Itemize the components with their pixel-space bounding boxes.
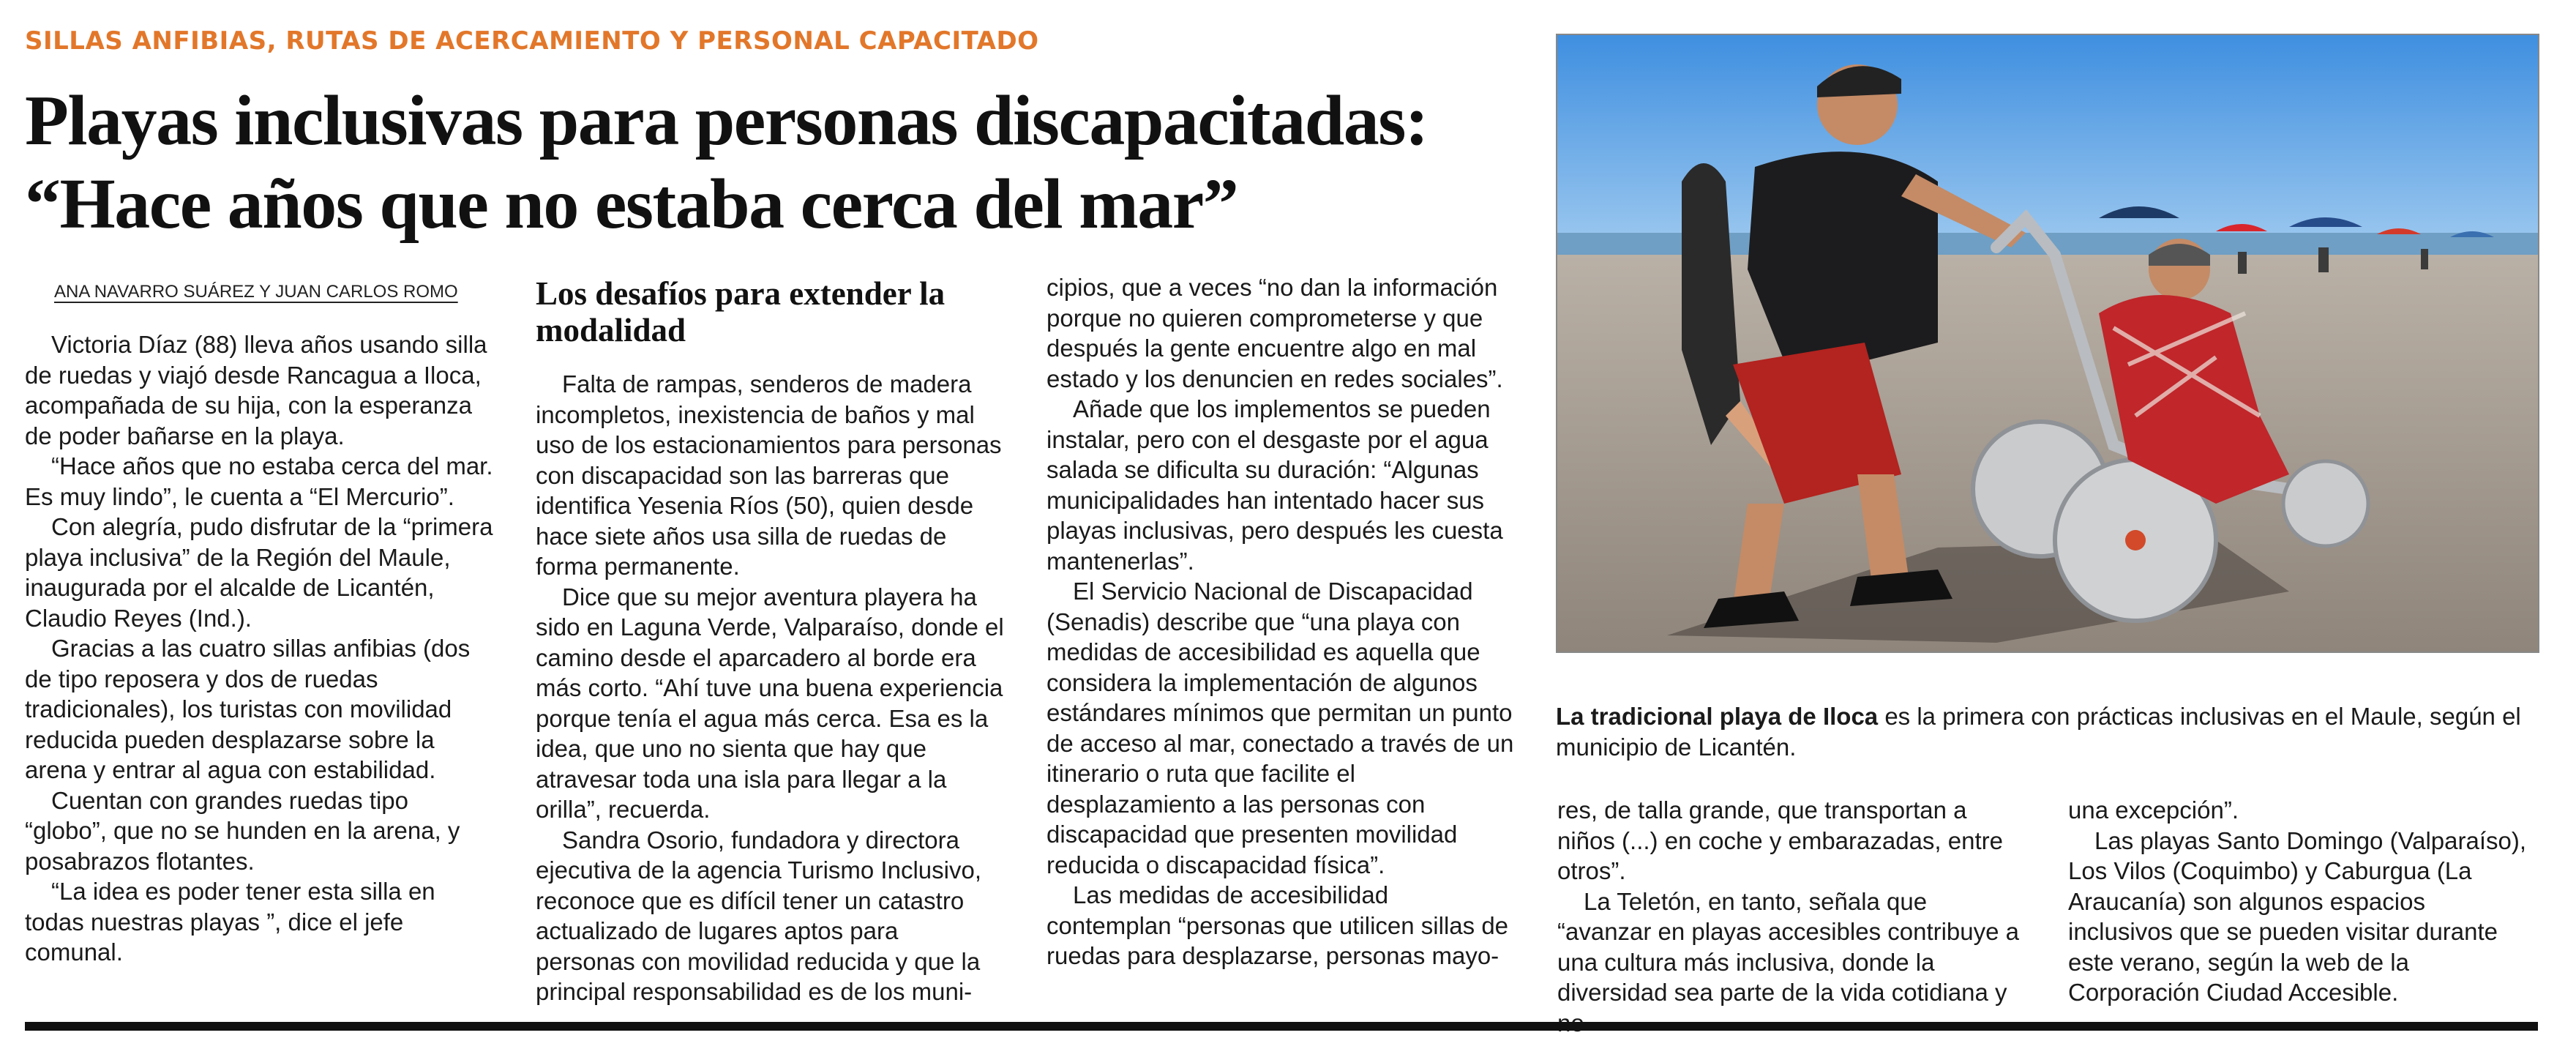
column-3 xyxy=(1046,272,1515,971)
column-5 xyxy=(2068,795,2536,1008)
paragraph: Las playas Santo Domingo (Valparaíso), Los Vilos (Coquimbo) y Caburgua (La Araucanía) son algunos espacios inclusivos que se pueden visitar durante este verano, según la web de la Corporación Ciudad Accesible. xyxy=(2068,826,2536,1008)
paragraph: Con alegría, pudo disfrutar de la “primera playa inclusiva” de la Región del Maule, inaugurada por el alcalde de Licantén, Claudio Reyes (Ind.). xyxy=(25,512,493,633)
bottom-rule xyxy=(25,1022,2538,1031)
paragraph: Falta de rampas, senderos de madera incompletos, inexistencia de baños y mal uso de los estacionamientos para personas con discapacidad son las barreras que identifica Yesenia Ríos (50), quien desde hace siete años usa silla de ruedas de forma permanente. xyxy=(536,369,1004,582)
paragraph: una excepción”. xyxy=(2068,795,2536,826)
headline-line-2: “Hace años que no estaba cerca del mar” xyxy=(25,165,1238,244)
paragraph: El Servicio Nacional de Discapacidad (Senadis) describe que “una playa con medidas de accesibilidad es aquella que considera la implementación de algunos estándares mínimos que permitan un punto de acceso al mar, conectado a través de un itinerario o ruta que facilite el desplazamiento a las personas con discapacidad que presenten movilidad reducida o discapacidad física”. xyxy=(1046,576,1515,880)
paragraph: “La idea es poder tener esta silla en todas nuestras playas ”, dice el jefe comunal. xyxy=(25,876,493,968)
beach-wheelchair-illustration xyxy=(1557,35,2538,651)
column-1 xyxy=(25,272,493,968)
paragraph: Dice que su mejor aventura playera ha sido en Laguna Verde, Valparaíso, donde el camino desde el aparcadero al borde era más corto. “Ahí tuve una buena experiencia porque tenía el agua más cerca. Esa es la idea, que uno no sienta que hay que atravesar toda una isla para llegar a la orilla”, recuerda. xyxy=(536,582,1004,825)
headline xyxy=(25,79,1525,246)
caption-text: es la primera con prácticas inclusivas en el Maule, según el municipio de Licantén. xyxy=(1556,703,2521,761)
paragraph: Cuentan con grandes ruedas tipo “globo”, que no se hunden en la arena, y posabrazos flotantes. xyxy=(25,785,493,877)
subheading: Los desafíos para extender la modalidad xyxy=(536,275,1004,348)
beach-photo xyxy=(1556,34,2539,653)
byline: ANA NAVARRO SUÁREZ Y JUAN CARLOS ROMO xyxy=(54,281,493,303)
caption-lead: La tradicional playa de Iloca xyxy=(1556,703,1878,730)
paragraph: cipios, que a veces “no dan la información porque no quieren comprometerse y que después la gente encuentre algo en mal estado y los denuncien en redes sociales”. xyxy=(1046,272,1515,394)
paragraph: Las medidas de accesibilidad contemplan “personas que utilicen sillas de ruedas para desplazarse, personas mayo- xyxy=(1046,880,1515,971)
kicker: SILLAS ANFIBIAS, RUTAS DE ACERCAMIENTO Y PERSONAL CAPACITADO xyxy=(25,26,1039,56)
paragraph: “Hace años que no estaba cerca del mar. Es muy lindo”, le cuenta a “El Mercurio”. xyxy=(25,451,493,512)
paragraph: res, de talla grande, que transportan a niños (...) en coche y embarazadas, entre otros”. xyxy=(1557,795,2026,886)
photo-caption xyxy=(1556,701,2539,763)
paragraph: Añade que los implementos se pueden instalar, pero con el desgaste por el agua salada se dificulta su duración: “Algunas municipalidades han intentado hacer sus playas inclusivas, pero después les cuesta mantenerlas”. xyxy=(1046,394,1515,576)
column-2 xyxy=(536,272,1004,1007)
paragraph: Gracias a las cuatro sillas anfibias (dos de tipo reposera y dos de ruedas tradicionales), los turistas con movilidad reducida pueden desplazarse sobre la arena y entrar al agua con estabilidad. xyxy=(25,633,493,785)
paragraph: La Teletón, en tanto, señala que “avanzar en playas accesibles contribuye a una cultura más inclusiva, donde la diversidad sea parte de la vida cotidiana y xyxy=(1557,886,2026,1038)
column-4 xyxy=(1557,795,2026,1038)
paragraph: Sandra Osorio, fundadora y directora ejecutiva de la agencia Turismo Inclusivo, reconoce que es difícil tener un catastro actualizado de lugares aptos para personas con movilidad reducida y que la principal responsabilidad es de los muni- xyxy=(536,825,1004,1007)
headline-line-1: Playas inclusivas para personas discapacitadas: xyxy=(25,81,1428,160)
paragraph: Victoria Díaz (88) lleva años usando silla de ruedas y viajó desde Rancagua a Iloca, acompañada de su hija, con la esperanza de poder bañarse en la playa. xyxy=(25,329,493,451)
wheel xyxy=(2283,461,2368,546)
